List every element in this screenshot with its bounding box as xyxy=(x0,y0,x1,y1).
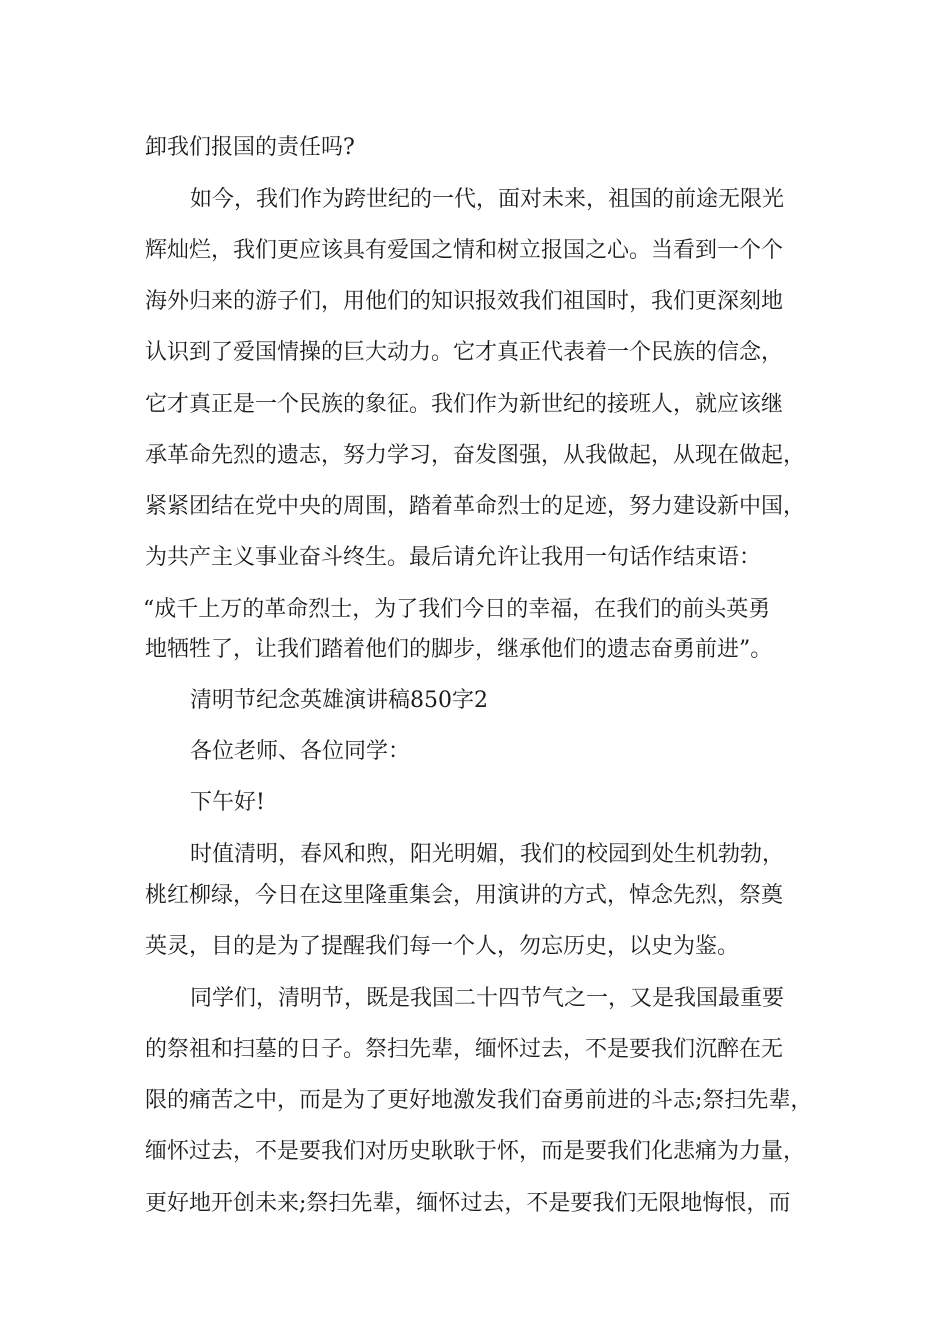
text-line xyxy=(0,1189,950,1219)
line-text: 海外归来的游子们，用他们的知识报效我们祖国时，我们更深刻地 xyxy=(145,289,784,314)
text-line xyxy=(0,236,950,266)
text-line xyxy=(0,1035,950,1065)
text-line xyxy=(0,543,950,573)
line-text: 辉灿烂，我们更应该具有爱国之情和树立报国之心。当看到一个个 xyxy=(145,238,784,263)
line-text: 更好地开创未来;祭扫先辈，缅怀过去，不是要我们无限地悔恨，而 xyxy=(145,1191,791,1216)
line-text: 如今，我们作为跨世纪的一代，面对未来，祖国的前途无限光 xyxy=(190,187,785,212)
line-text: 卸我们报国的责任吗? xyxy=(145,135,355,160)
line-text: 为共产主义事业奋斗终生。最后请允许让我用一句话作结束语： xyxy=(145,545,762,570)
text-line xyxy=(0,441,950,471)
text-line xyxy=(0,390,950,420)
line-text: 的祭祖和扫墓的日子。祭扫先辈，缅怀过去，不是要我们沉醉在无 xyxy=(145,1037,784,1062)
line-text: 限的痛苦之中，而是为了更好地激发我们奋勇前进的斗志;祭扫先辈， xyxy=(145,1088,813,1113)
line-text: 地牺牲了，让我们踏着他们的脚步，继承他们的遗志奋勇前进”。 xyxy=(145,637,773,662)
text-line xyxy=(0,881,950,911)
text-line xyxy=(0,1137,950,1167)
line-text: 英灵，目的是为了提醒我们每一个人，勿忘历史，以史为鉴。 xyxy=(145,934,740,959)
section-heading xyxy=(0,686,950,716)
text-line xyxy=(0,133,950,163)
text-line xyxy=(0,932,950,962)
text-line xyxy=(0,287,950,317)
line-text: 时值清明，春风和煦，阳光明媚，我们的校园到处生机勃勃， xyxy=(190,842,785,867)
text-line xyxy=(0,984,950,1014)
line-text: 它才真正是一个民族的象征。我们作为新世纪的接班人，就应该继 xyxy=(145,392,784,417)
line-text: 同学们，清明节，既是我国二十四节气之一，又是我国最重要 xyxy=(190,986,785,1011)
salutation-text: 各位老师、各位同学： xyxy=(190,739,411,764)
line-text: 缅怀过去，不是要我们对历史耿耿于怀，而是要我们化悲痛为力量， xyxy=(145,1139,806,1164)
heading-text: 清明节纪念英雄演讲稿850字2 xyxy=(190,688,488,713)
text-line xyxy=(0,185,950,215)
text-line xyxy=(0,840,950,870)
text-line xyxy=(0,492,950,522)
line-text: 承革命先烈的遗志，努力学习，奋发图强，从我做起，从现在做起， xyxy=(145,443,806,468)
text-line xyxy=(0,338,950,368)
text-line xyxy=(0,595,950,625)
line-text: “成千上万的革命烈士，为了我们今日的幸福，在我们的前头英勇 xyxy=(143,597,771,622)
text-line xyxy=(0,635,950,665)
salutation-line xyxy=(0,737,950,767)
text-line xyxy=(0,1086,950,1116)
greeting-line xyxy=(0,788,950,818)
line-text: 紧紧团结在党中央的周围，踏着革命烈士的足迹，努力建设新中国， xyxy=(145,494,806,519)
line-text: 桃红柳绿，今日在这里隆重集会，用演讲的方式，悼念先烈，祭奠 xyxy=(145,883,784,908)
line-text: 认识到了爱国情操的巨大动力。它才真正代表着一个民族的信念， xyxy=(145,340,784,365)
greeting-text: 下午好! xyxy=(190,790,265,815)
